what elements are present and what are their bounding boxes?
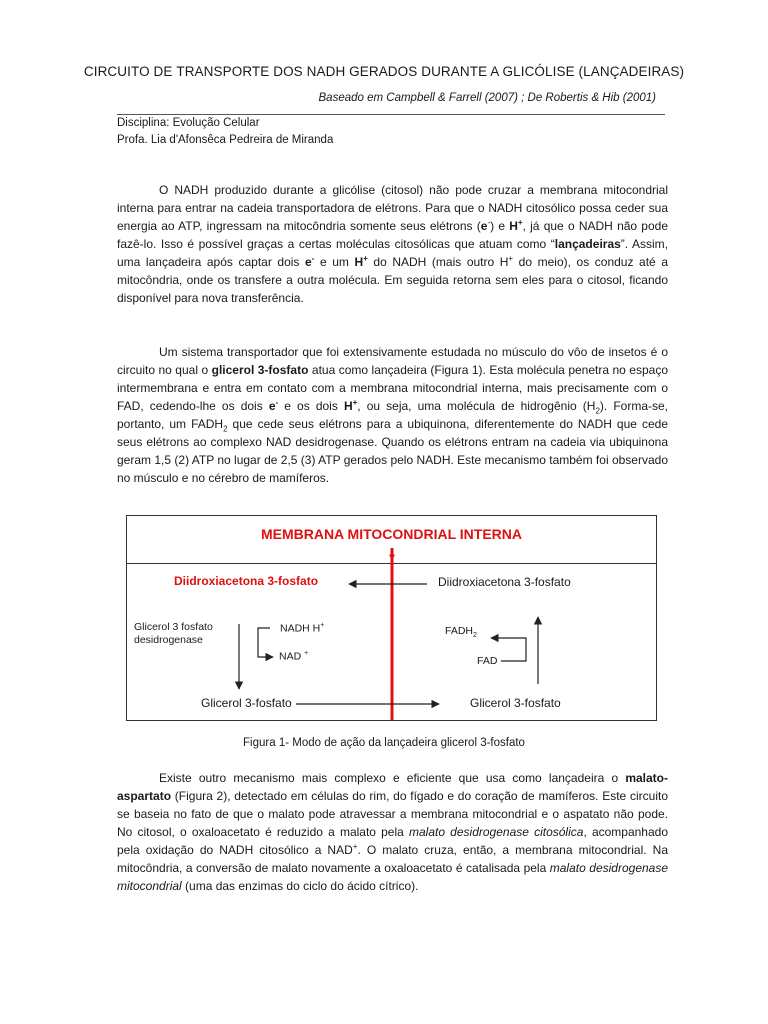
text: (uma das enzimas do ciclo do ácido cítrico). bbox=[181, 879, 419, 893]
fad-label: FAD bbox=[477, 655, 498, 667]
title-part: D bbox=[421, 64, 432, 79]
figure-caption: Figura 1- Modo de ação da lançadeira glicerol 3-fosfato bbox=[243, 737, 525, 749]
text: , já que o NADH não pode fazê-lo. Isso é possível graças a certas moléculas citosólicas que atuam como “ bbox=[117, 219, 669, 251]
text: 2 bbox=[595, 406, 600, 416]
paragraph-2 bbox=[117, 343, 668, 487]
text: . O malato cruza, então, a membrana mitocondrial. Na mitocôndria, a conversão de malato novamente a oxaloacetato é catalisada pela bbox=[117, 843, 668, 875]
text: do NADH (mais outro H bbox=[367, 255, 509, 269]
text: ”. Assim, uma lançadeira após captar dois bbox=[117, 237, 668, 269]
enzyme-label-line2: desidrogenase bbox=[134, 634, 203, 646]
glycerol-mito-label: Glicerol 3-fosfato bbox=[470, 696, 561, 710]
text: NADH H bbox=[280, 622, 321, 635]
text: H bbox=[509, 219, 518, 233]
text: que cede seus elétrons para a ubiquinona, diferentemente do NADH que cede seus elétrons ao complexo NAD desidrogenase. Quando os elétrons entram na cadeia via ubiquinona geram 1,5 (2) ATP no lugar de 2,5 (3) ATP gerados pelo NADH. Este mecanismo também foi observado no músculo e no cérebro de mamíferos. bbox=[117, 417, 668, 485]
title-part: NADH bbox=[306, 64, 346, 79]
title-part: G bbox=[502, 64, 514, 79]
text: + bbox=[352, 398, 358, 407]
text: ) e bbox=[490, 219, 510, 233]
text: e um bbox=[314, 255, 355, 269]
nadh-to-nad-arrow bbox=[258, 628, 273, 657]
text: FADH bbox=[445, 625, 474, 637]
document-title bbox=[0, 64, 768, 79]
text: - bbox=[487, 218, 491, 227]
text: , ou seja, uma molécula de hidrogênio (H bbox=[357, 399, 596, 413]
text: , acompanhado pela oxidação do NADH citosólico a NAD bbox=[117, 825, 668, 857]
text: - bbox=[275, 398, 279, 407]
text: + bbox=[363, 254, 368, 263]
title-part: IRCUITO DE bbox=[93, 64, 177, 79]
text: malato desidrogenase citosólica bbox=[409, 825, 584, 839]
text: e bbox=[480, 219, 488, 233]
text: + bbox=[352, 842, 358, 851]
text: e os dois bbox=[278, 399, 344, 413]
header-divider bbox=[117, 114, 665, 115]
text: O NADH produzido durante a glicólise (citosol) não pode cruzar a membrana mitocondrial interna para entrar na cadeia transportadora de elétrons. Para que o NADH citosólico possa ceder sua energia ao ATP, ingressam na mitocôndria somente seus elétrons ( bbox=[117, 183, 668, 233]
text: e bbox=[305, 255, 312, 269]
text: NAD bbox=[279, 650, 302, 663]
text: + bbox=[320, 622, 325, 629]
figure-arrows bbox=[127, 516, 656, 720]
professor-line: Profa. Lia d'Afonsêca Pedreira de Miranda bbox=[117, 134, 334, 146]
text: H bbox=[354, 255, 364, 269]
paragraph-3 bbox=[117, 769, 668, 895]
title-part: RANSPORTE DOS bbox=[184, 64, 307, 79]
title-part: LICÓLISE ( bbox=[513, 64, 584, 79]
fadh2-label bbox=[445, 625, 477, 639]
text: + bbox=[517, 218, 523, 227]
text: ). Forma-se, portanto, um FADH bbox=[117, 399, 668, 431]
title-part: T bbox=[176, 64, 185, 79]
text: - bbox=[311, 254, 315, 263]
paragraph-1 bbox=[117, 181, 668, 307]
document-subtitle: Baseado em Campbell & Farrell (2007) ; De Robertis & Hib (2001) bbox=[318, 92, 656, 104]
figure-glycerol-shuttle bbox=[126, 515, 657, 721]
dhap-mito-label: Diidroxiacetona 3-fosfato bbox=[438, 575, 571, 589]
text: malato-aspartato bbox=[117, 771, 668, 803]
figure-title: MEMBRANA MITOCONDRIAL INTERNA bbox=[260, 526, 523, 542]
text: (Figura 2), detectado em células do rim, do fígado e do coração de mamíferos. Este circuito se baseia no fato de que o malato pode atravessar a membrana mitocondrial e o aspatato não pode. No citosol, o oxaloacetato é reduzido a malato pela bbox=[117, 789, 668, 839]
title-part: G bbox=[345, 64, 360, 79]
dhap-cytosol-label: Diidroxiacetona 3-fosfato bbox=[174, 574, 319, 588]
title-part: C bbox=[83, 64, 94, 79]
nadh-label bbox=[280, 622, 324, 635]
text: + bbox=[304, 650, 309, 657]
text: H bbox=[343, 399, 353, 413]
glycerol-cytosol-label: Glicerol 3-fosfato bbox=[201, 696, 292, 710]
title-part: ANÇADEIRAS) bbox=[590, 64, 685, 79]
text: Existe outro mecanismo mais complexo e eficiente que usa como lançadeira o bbox=[159, 771, 626, 785]
nad-label bbox=[279, 650, 308, 663]
text: atua como lançadeira (Figura 1). Esta molécula penetra no espaço intermembrana e entra em contato com a membrana mitocondrial interna, mais precisamente com o FAD, cedendo-lhe os dois bbox=[117, 363, 669, 413]
title-part: URANTE A bbox=[431, 64, 503, 79]
text: 2 bbox=[223, 424, 228, 434]
text: + bbox=[508, 254, 514, 263]
text: malato desidrogenase mitocondrial bbox=[117, 861, 669, 893]
text: lançadeiras bbox=[554, 237, 621, 251]
text: Um sistema transportador que foi extensivamente estudada no músculo do vôo de insetos é o circuito no qual o bbox=[117, 345, 668, 377]
discipline-line: Disciplina: Evolução Celular bbox=[117, 117, 260, 129]
title-part: ERADOS bbox=[359, 64, 422, 79]
text: do meio), os conduz até a mitocôndria, onde os transfere a outra molécula. Em seguida retorna sem eles para o citosol, ficando disponível para nova transferência. bbox=[117, 255, 668, 305]
text: e bbox=[268, 399, 276, 413]
text: glicerol 3-fosfato bbox=[211, 363, 309, 377]
enzyme-label-line1: Glicerol 3 fosfato bbox=[134, 621, 213, 633]
text: 2 bbox=[473, 632, 477, 640]
title-part: L bbox=[583, 64, 591, 79]
